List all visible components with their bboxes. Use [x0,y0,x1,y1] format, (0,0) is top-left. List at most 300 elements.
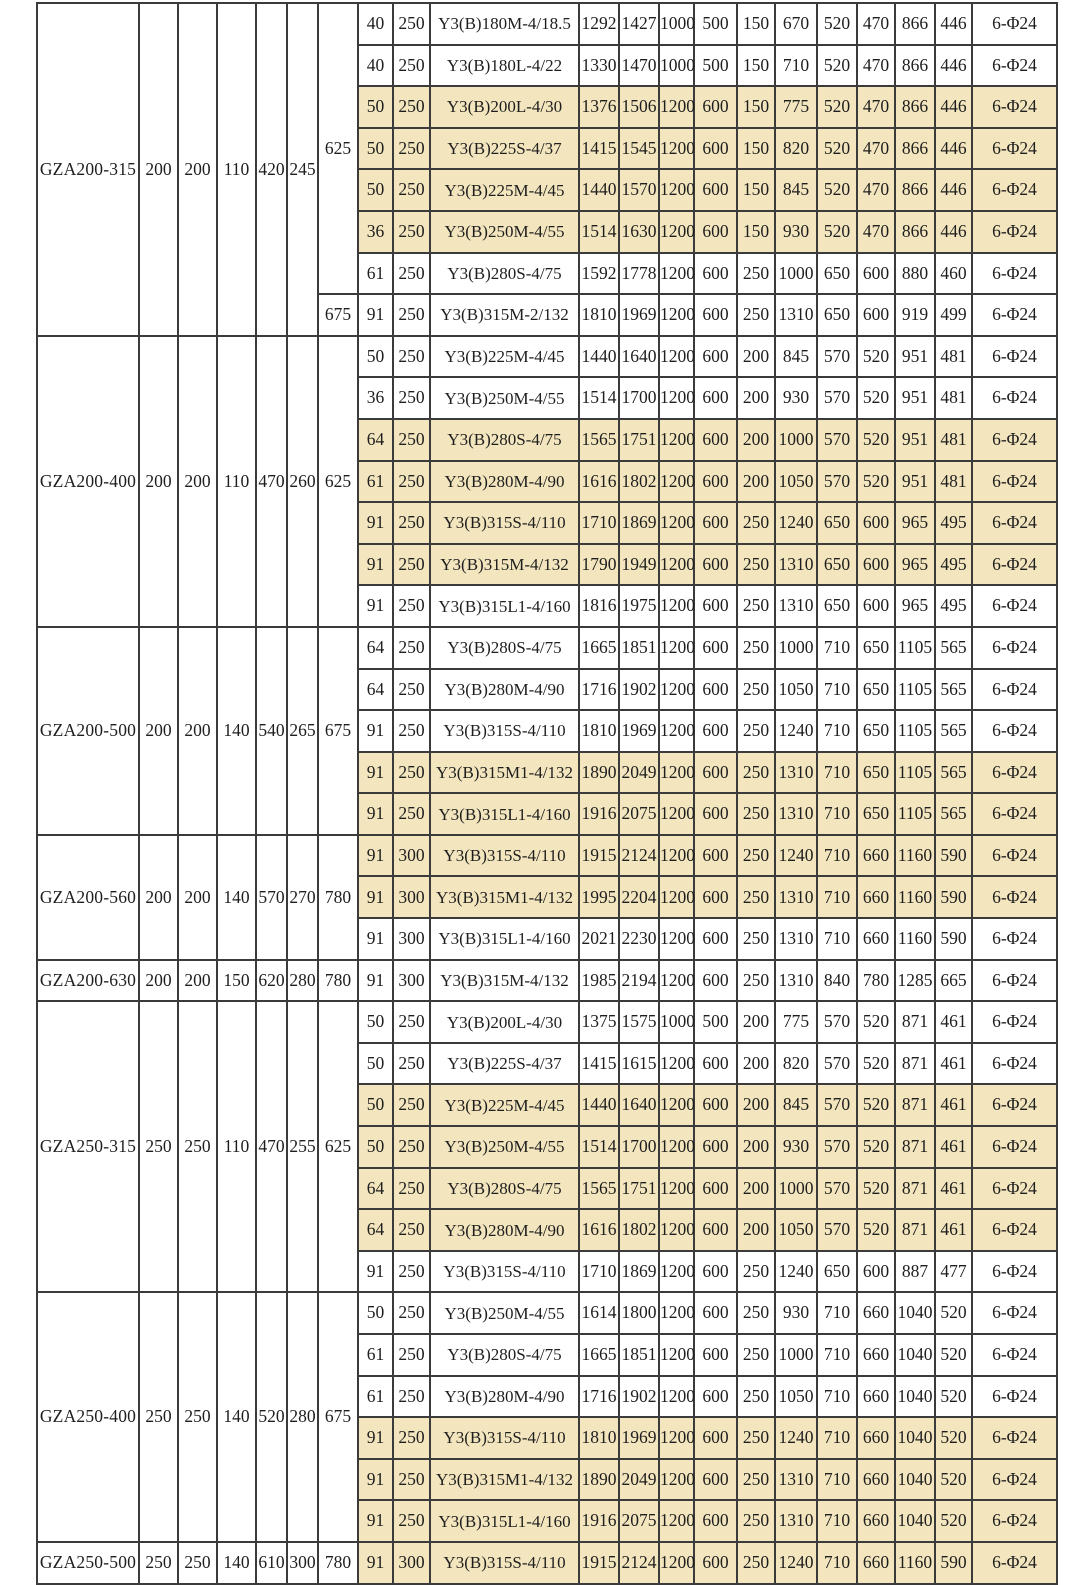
spec-value-cell: 6-Φ24 [972,86,1057,128]
spec-value-cell: 64 [358,1209,393,1251]
spec-value-cell: 650 [817,502,857,544]
spec-value-cell: 1949 [619,544,659,586]
spec-value-cell: 1200 [659,461,694,503]
spec-value-cell: 6-Φ24 [972,253,1057,295]
spec-value-cell: 600 [694,336,737,378]
spec-value-cell: 845 [775,169,817,211]
motor-model-cell: Y3(B)200L-4/30 [430,1001,579,1043]
spec-value-cell: 1040 [895,1376,935,1418]
dimension-cell: 470 [256,1001,287,1292]
dimension-cell: 200 [139,960,178,1002]
motor-model-cell: Y3(B)315L1-4/160 [430,585,579,627]
spec-value-cell: 1716 [579,1376,619,1418]
spec-value-cell: 200 [737,1043,775,1085]
spec-value-cell: 1000 [775,627,817,669]
spec-value-cell: 300 [393,960,430,1002]
spec-value-cell: 1310 [775,1500,817,1542]
spec-value-cell: 1240 [775,835,817,877]
spec-value-cell: 1240 [775,1251,817,1293]
spec-value-cell: 1285 [895,960,935,1002]
spec-value-cell: 1200 [659,377,694,419]
spec-value-cell: 6-Φ24 [972,1459,1057,1501]
spec-value-cell: 775 [775,1001,817,1043]
spec-value-cell: 600 [694,1084,737,1126]
spec-value-cell: 250 [393,1126,430,1168]
spec-value-cell: 710 [817,793,857,835]
spec-value-cell: 520 [857,461,895,503]
spec-value-cell: 650 [817,544,857,586]
spec-value-cell: 1440 [579,336,619,378]
spec-value-cell: 775 [775,86,817,128]
spec-value-cell: 1902 [619,669,659,711]
spec-value-cell: 6-Φ24 [972,793,1057,835]
spec-value-cell: 250 [393,585,430,627]
spec-value-cell: 570 [817,1209,857,1251]
motor-model-cell: Y3(B)225M-4/45 [430,169,579,211]
spec-value-cell: 600 [694,752,737,794]
spec-value-cell: 6-Φ24 [972,336,1057,378]
spec-value-cell: 1200 [659,876,694,918]
spec-value-cell: 1376 [579,86,619,128]
model-cell: GZA250-500 [37,1542,139,1584]
dimension-cell: 200 [178,627,217,835]
motor-model-cell: Y3(B)315M-2/132 [430,294,579,336]
spec-value-cell: 1240 [775,1417,817,1459]
table-row [37,3,1057,45]
spec-value-cell: 1160 [895,1542,935,1584]
spec-value-cell: 495 [935,502,972,544]
spec-value-cell: 520 [817,211,857,253]
spec-value-cell: 250 [393,669,430,711]
spec-value-cell: 91 [358,1417,393,1459]
spec-value-cell: 6-Φ24 [972,1417,1057,1459]
spec-value-cell: 1200 [659,1209,694,1251]
spec-value-cell: 520 [935,1500,972,1542]
spec-value-cell: 50 [358,1292,393,1334]
spec-value-cell: 64 [358,419,393,461]
spec-value-cell: 6-Φ24 [972,377,1057,419]
spec-value-cell: 200 [737,1168,775,1210]
motor-model-cell: Y3(B)250M-4/55 [430,1126,579,1168]
spec-value-cell: 36 [358,377,393,419]
spec-value-cell: 64 [358,627,393,669]
spec-value-cell: 600 [857,253,895,295]
spec-value-cell: 600 [694,710,737,752]
spec-value-cell: 1200 [659,1251,694,1293]
spec-value-cell: 570 [817,1001,857,1043]
motor-model-cell: Y3(B)280S-4/75 [430,1168,579,1210]
spec-value-cell: 660 [857,835,895,877]
spec-value-cell: 1440 [579,169,619,211]
spec-value-cell: 600 [694,793,737,835]
spec-value-cell: 1000 [775,1168,817,1210]
spec-value-cell: 1310 [775,1459,817,1501]
spec-value-cell: 570 [817,377,857,419]
dimension-cell: 520 [256,1292,287,1542]
dimension-cell: 280 [287,1292,318,1542]
spec-value-cell: 91 [358,294,393,336]
spanner-cell: 780 [318,835,358,960]
spec-value-cell: 600 [694,294,737,336]
spec-value-cell: 446 [935,45,972,87]
spec-value-cell: 6-Φ24 [972,752,1057,794]
spec-value-cell: 710 [775,45,817,87]
model-cell: GZA250-315 [37,1001,139,1292]
spec-value-cell: 91 [358,835,393,877]
spec-value-cell: 1200 [659,169,694,211]
spec-value-cell: 590 [935,876,972,918]
spec-value-cell: 710 [817,835,857,877]
spec-value-cell: 1160 [895,918,935,960]
spec-value-cell: 250 [737,710,775,752]
spec-value-cell: 1310 [775,960,817,1002]
spec-value-cell: 6-Φ24 [972,1542,1057,1584]
dimension-cell: 250 [139,1001,178,1292]
spec-value-cell: 600 [694,1292,737,1334]
spec-value-cell: 40 [358,45,393,87]
spec-value-cell: 6-Φ24 [972,669,1057,711]
spec-value-cell: 820 [775,128,817,170]
spec-value-cell: 495 [935,585,972,627]
spec-value-cell: 1105 [895,627,935,669]
spec-value-cell: 250 [393,710,430,752]
spec-value-cell: 1050 [775,461,817,503]
spec-value-cell: 1310 [775,294,817,336]
spec-value-cell: 965 [895,502,935,544]
dimension-cell: 260 [287,336,318,627]
spec-value-cell: 520 [817,128,857,170]
motor-model-cell: Y3(B)315L1-4/160 [430,1500,579,1542]
motor-model-cell: Y3(B)280S-4/75 [430,419,579,461]
spec-value-cell: 600 [694,835,737,877]
spec-value-cell: 1000 [775,253,817,295]
dimension-cell: 610 [256,1542,287,1584]
motor-model-cell: Y3(B)315S-4/110 [430,835,579,877]
spec-value-cell: 250 [393,502,430,544]
spec-value-cell: 300 [393,835,430,877]
spec-value-cell: 1200 [659,294,694,336]
spec-value-cell: 1040 [895,1292,935,1334]
spec-value-cell: 1615 [619,1043,659,1085]
spec-value-cell: 1890 [579,752,619,794]
spec-value-cell: 565 [935,627,972,669]
spec-value-cell: 6-Φ24 [972,294,1057,336]
spec-value-cell: 1902 [619,1376,659,1418]
spec-value-cell: 1050 [775,669,817,711]
spec-value-cell: 250 [393,1209,430,1251]
spec-value-cell: 880 [895,253,935,295]
spec-value-cell: 91 [358,752,393,794]
spec-value-cell: 600 [694,918,737,960]
dimension-cell: 200 [178,336,217,627]
spec-value-cell: 50 [358,1084,393,1126]
spec-value-cell: 6-Φ24 [972,544,1057,586]
spec-value-cell: 570 [817,1043,857,1085]
spec-value-cell: 91 [358,710,393,752]
motor-model-cell: Y3(B)315M1-4/132 [430,876,579,918]
spec-value-cell: 600 [694,1459,737,1501]
spec-value-cell: 520 [935,1417,972,1459]
spec-value-cell: 710 [817,1542,857,1584]
spec-value-cell: 250 [393,1292,430,1334]
spec-value-cell: 871 [895,1084,935,1126]
spec-value-cell: 470 [857,86,895,128]
spec-value-cell: 1200 [659,1459,694,1501]
spanner-cell: 675 [318,294,358,336]
spec-value-cell: 600 [857,585,895,627]
spec-value-cell: 250 [393,1251,430,1293]
spec-value-cell: 1200 [659,1168,694,1210]
dimension-cell: 250 [139,1542,178,1584]
spec-value-cell: 650 [817,1251,857,1293]
spec-value-cell: 1200 [659,1376,694,1418]
dimension-cell: 140 [217,1542,256,1584]
spec-value-cell: 650 [857,627,895,669]
spec-value-cell: 1470 [619,45,659,87]
dimension-cell: 110 [217,1001,256,1292]
spec-table-body [37,3,1057,1584]
spec-value-cell: 1200 [659,128,694,170]
dimension-cell: 620 [256,960,287,1002]
spec-value-cell: 6-Φ24 [972,876,1057,918]
spec-value-cell: 866 [895,3,935,45]
dimension-cell: 270 [287,835,318,960]
spec-value-cell: 250 [737,1500,775,1542]
spec-value-cell: 1310 [775,918,817,960]
table-row [37,835,1057,877]
spec-value-cell: 2075 [619,793,659,835]
spec-value-cell: 91 [358,960,393,1002]
spec-value-cell: 520 [817,86,857,128]
spec-value-cell: 500 [694,3,737,45]
spec-value-cell: 250 [393,1168,430,1210]
dimension-cell: 200 [139,336,178,627]
spec-value-cell: 520 [857,1126,895,1168]
motor-model-cell: Y3(B)315M-4/132 [430,960,579,1002]
spec-value-cell: 1802 [619,1209,659,1251]
spec-value-cell: 1040 [895,1417,935,1459]
spec-value-cell: 600 [694,1542,737,1584]
dimension-cell: 110 [217,336,256,627]
spec-value-cell: 930 [775,1126,817,1168]
spec-value-cell: 650 [817,294,857,336]
spec-value-cell: 1105 [895,710,935,752]
spec-value-cell: 1640 [619,336,659,378]
spec-value-cell: 1200 [659,1542,694,1584]
spec-value-cell: 50 [358,169,393,211]
dimension-cell: 265 [287,627,318,835]
spec-value-cell: 64 [358,1168,393,1210]
dimension-cell: 200 [178,3,217,336]
spec-value-cell: 200 [737,1001,775,1043]
spec-value-cell: 499 [935,294,972,336]
spec-value-cell: 250 [737,1417,775,1459]
spec-value-cell: 1851 [619,1334,659,1376]
spec-value-cell: 710 [817,1417,857,1459]
spec-value-cell: 570 [817,336,857,378]
spec-value-cell: 1514 [579,377,619,419]
spanner-cell: 625 [318,3,358,294]
spec-value-cell: 520 [857,1001,895,1043]
spec-value-cell: 1200 [659,544,694,586]
motor-model-cell: Y3(B)225M-4/45 [430,1084,579,1126]
spec-value-cell: 600 [694,669,737,711]
spec-value-cell: 600 [694,1126,737,1168]
spec-value-cell: 1630 [619,211,659,253]
spec-value-cell: 1665 [579,1334,619,1376]
spec-value-cell: 6-Φ24 [972,419,1057,461]
spec-value-cell: 446 [935,211,972,253]
spec-value-cell: 1200 [659,419,694,461]
spec-value-cell: 1869 [619,502,659,544]
dimension-cell: 255 [287,1001,318,1292]
spec-value-cell: 710 [817,1500,857,1542]
spec-value-cell: 930 [775,211,817,253]
spec-value-cell: 520 [857,1168,895,1210]
spec-value-cell: 250 [393,169,430,211]
spec-value-cell: 1916 [579,1500,619,1542]
spec-value-cell: 1200 [659,960,694,1002]
spec-value-cell: 91 [358,1459,393,1501]
spec-value-cell: 660 [857,876,895,918]
spec-value-cell: 250 [393,86,430,128]
spec-value-cell: 1640 [619,1084,659,1126]
spec-value-cell: 600 [694,1376,737,1418]
spec-value-cell: 1000 [775,1334,817,1376]
table-row [37,1292,1057,1334]
spec-value-cell: 250 [737,752,775,794]
motor-model-cell: Y3(B)280S-4/75 [430,1334,579,1376]
spec-value-cell: 565 [935,669,972,711]
motor-model-cell: Y3(B)315L1-4/160 [430,793,579,835]
spec-value-cell: 200 [737,461,775,503]
spec-value-cell: 590 [935,918,972,960]
spec-value-cell: 6-Φ24 [972,1292,1057,1334]
spec-value-cell: 1969 [619,710,659,752]
spec-value-cell: 600 [857,544,895,586]
spec-value-cell: 650 [857,793,895,835]
spec-value-cell: 710 [817,710,857,752]
spec-value-cell: 520 [817,45,857,87]
dimension-cell: 420 [256,3,287,336]
spec-value-cell: 660 [857,1334,895,1376]
spec-value-cell: 250 [393,3,430,45]
spec-value-cell: 2021 [579,918,619,960]
spec-value-cell: 470 [857,169,895,211]
spec-value-cell: 1200 [659,835,694,877]
spec-value-cell: 250 [393,1376,430,1418]
spec-value-cell: 470 [857,211,895,253]
spec-value-cell: 866 [895,211,935,253]
spec-value-cell: 461 [935,1084,972,1126]
spec-value-cell: 1506 [619,86,659,128]
spec-value-cell: 520 [857,1209,895,1251]
spec-value-cell: 6-Φ24 [972,1001,1057,1043]
spec-value-cell: 6-Φ24 [972,1084,1057,1126]
motor-model-cell: Y3(B)225M-4/45 [430,336,579,378]
spec-value-cell: 1105 [895,669,935,711]
spec-value-cell: 6-Φ24 [972,627,1057,669]
spec-value-cell: 1616 [579,461,619,503]
spec-value-cell: 650 [857,752,895,794]
spec-value-cell: 61 [358,461,393,503]
spec-value-cell: 250 [737,1292,775,1334]
spec-value-cell: 660 [857,1542,895,1584]
spec-value-cell: 150 [737,86,775,128]
spec-value-cell: 660 [857,918,895,960]
spec-value-cell: 660 [857,1417,895,1459]
spec-value-cell: 1160 [895,876,935,918]
spec-value-cell: 1751 [619,1168,659,1210]
spec-value-cell: 150 [737,211,775,253]
spec-value-cell: 250 [737,835,775,877]
spec-value-cell: 40 [358,3,393,45]
spec-value-cell: 461 [935,1001,972,1043]
spec-value-cell: 1000 [659,3,694,45]
spec-value-cell: 1816 [579,585,619,627]
spec-value-cell: 866 [895,86,935,128]
spec-value-cell: 250 [393,1334,430,1376]
spec-value-cell: 461 [935,1209,972,1251]
spec-value-cell: 50 [358,336,393,378]
dimension-cell: 110 [217,3,256,336]
dimension-cell: 200 [139,835,178,960]
dimension-cell: 250 [178,1292,217,1542]
spec-value-cell: 461 [935,1126,972,1168]
spec-value-cell: 520 [857,1043,895,1085]
spec-value-cell: 1330 [579,45,619,87]
model-cell: GZA200-315 [37,3,139,336]
spec-value-cell: 250 [737,585,775,627]
spec-value-cell: 50 [358,1043,393,1085]
motor-model-cell: Y3(B)315M1-4/132 [430,752,579,794]
spec-value-cell: 1040 [895,1459,935,1501]
spec-value-cell: 1415 [579,1043,619,1085]
spec-value-cell: 1995 [579,876,619,918]
spec-value-cell: 500 [694,45,737,87]
spec-value-cell: 446 [935,169,972,211]
motor-model-cell: Y3(B)180L-4/22 [430,45,579,87]
spec-value-cell: 1810 [579,710,619,752]
spec-value-cell: 919 [895,294,935,336]
spec-value-cell: 600 [694,253,737,295]
spec-value-cell: 460 [935,253,972,295]
motor-model-cell: Y3(B)315S-4/110 [430,1542,579,1584]
spec-value-cell: 1240 [775,502,817,544]
spec-value-cell: 600 [694,627,737,669]
spec-value-cell: 50 [358,128,393,170]
spec-value-cell: 1200 [659,627,694,669]
spanner-cell: 625 [318,336,358,627]
spec-value-cell: 481 [935,336,972,378]
spec-value-cell: 481 [935,419,972,461]
dimension-cell: 140 [217,835,256,960]
model-cell: GZA200-560 [37,835,139,960]
spec-value-cell: 2204 [619,876,659,918]
spec-value-cell: 590 [935,835,972,877]
spec-value-cell: 1200 [659,1500,694,1542]
motor-model-cell: Y3(B)315L1-4/160 [430,918,579,960]
spec-value-cell: 600 [857,502,895,544]
spec-value-cell: 1969 [619,1417,659,1459]
motor-model-cell: Y3(B)225S-4/37 [430,128,579,170]
spec-value-cell: 1200 [659,1126,694,1168]
spec-value-cell: 600 [694,1251,737,1293]
dimension-cell: 300 [287,1542,318,1584]
spec-value-cell: 845 [775,1084,817,1126]
spec-value-cell: 1592 [579,253,619,295]
spec-value-cell: 250 [393,211,430,253]
